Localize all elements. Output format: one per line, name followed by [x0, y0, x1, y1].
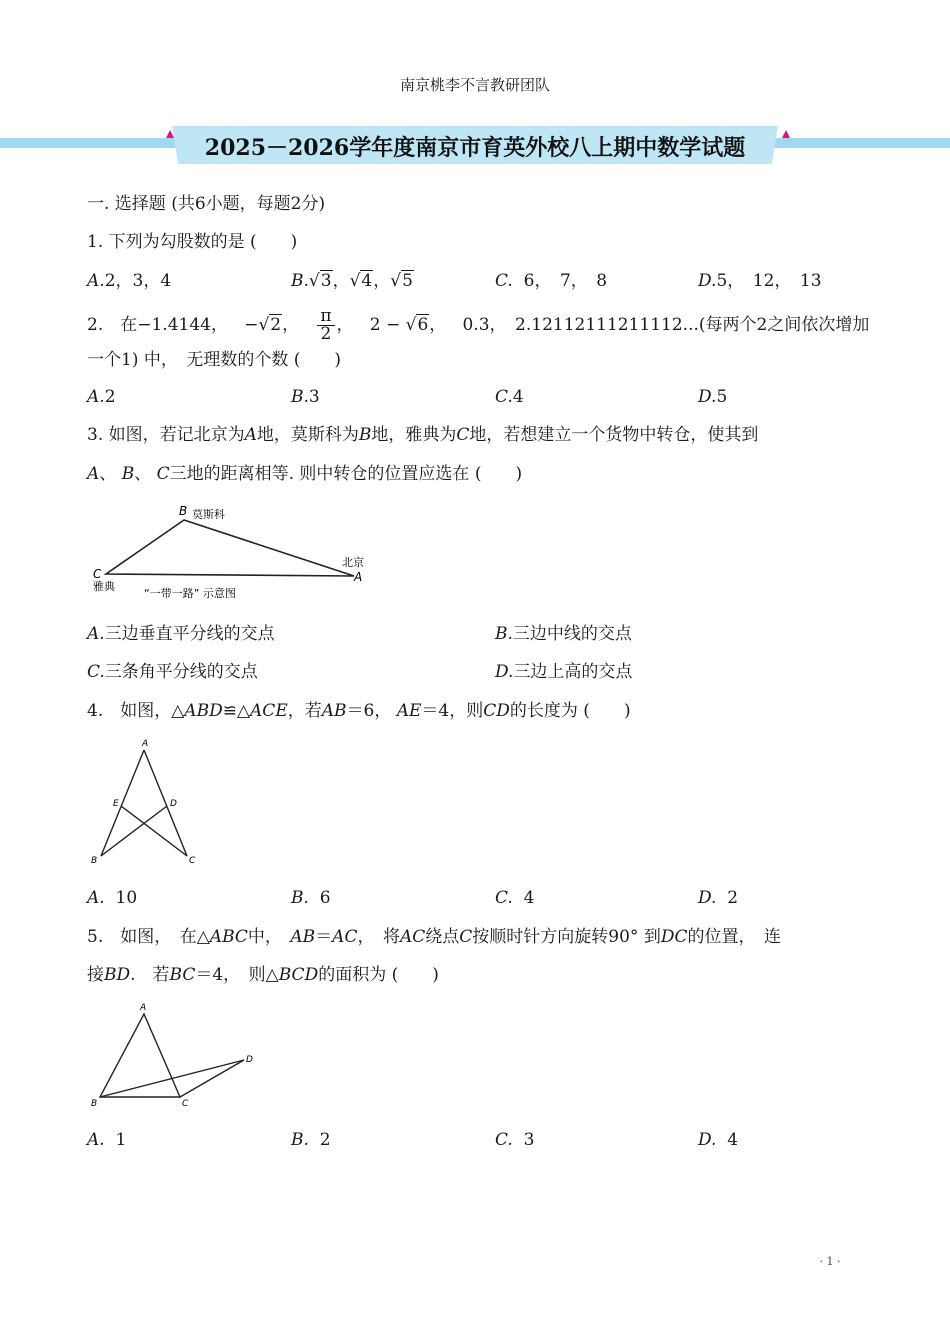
q4-fig-label-c: C — [189, 856, 196, 866]
q2-option-b: B.3 — [291, 387, 320, 407]
title-right-marker — [782, 130, 790, 138]
q5-option-d: D. 4 — [698, 1130, 739, 1150]
q3-triangle — [106, 520, 354, 576]
q4-figure — [86, 734, 206, 870]
q4-option-b: B. 6 — [291, 888, 331, 908]
q3-fig-label-b: B — [179, 504, 188, 518]
q5-fig-label-c: C — [182, 1099, 189, 1109]
q4-stem: 4. 如图，△ABD≌△ACE，若AB＝6， AE＝4，则CD的长度为 ( ) — [87, 701, 631, 721]
q1-option-b: B.√3，√4，√5 — [291, 271, 413, 291]
q4-fig-label-a: A — [142, 739, 149, 749]
q4-option-a: A. 10 — [87, 888, 138, 908]
q5-fig-label-d: D — [246, 1055, 253, 1065]
q3-option-b: B.三边中线的交点 — [495, 624, 632, 644]
q5-fig-label-b: B — [91, 1099, 98, 1109]
q3-option-c: C.三条角平分线的交点 — [87, 662, 258, 682]
q1-option-c: C. 6， 7， 8 — [495, 271, 608, 291]
header-team-name: 南京桃李不言教研团队 — [399, 76, 550, 94]
q5-triangle-abc — [100, 1014, 180, 1097]
q3-stem-line2: A、 B、 C三地的距离相等. 则中转仓的位置应选在 ( ) — [87, 464, 523, 484]
q2-option-d: D.5 — [698, 387, 728, 407]
q1-stem: 1. 下列为勾股数的是 ( ) — [87, 232, 298, 252]
q4-option-d: D. 2 — [698, 888, 739, 908]
q3-figure — [86, 498, 376, 608]
q3-fig-label-c: C — [93, 567, 102, 581]
q3-fig-caption: “一带一路” 示意图 — [144, 587, 236, 600]
q4-fig-label-e: E — [113, 799, 119, 809]
q5-stem-line1: 5. 如图， 在△ABC中， AB＝AC， 将AC绕点C按顺时针方向旋转90° 到DC的位置， 连 — [87, 927, 781, 947]
page-title: 2025－2026学年度南京市育英外校八上期中数学试题 — [204, 135, 746, 161]
q1-option-d: D.5， 12， 13 — [698, 271, 822, 291]
q4-fig-label-b: B — [91, 856, 98, 866]
q2-option-c: C.4 — [495, 387, 524, 407]
q3-option-d: D.三边上高的交点 — [495, 662, 633, 682]
q2-option-a: A.2 — [87, 387, 116, 407]
q3-fig-city-athens: 雅典 — [93, 580, 115, 593]
q3-fig-label-a: A — [354, 570, 363, 584]
q5-option-c: C. 3 — [495, 1130, 535, 1150]
q3-fig-city-beijing: 北京 — [342, 556, 364, 569]
q3-stem-line1: 3. 如图，若记北京为A地，莫斯科为B地，雅典为C地，若想建立一个货物中转仓，使其到 — [87, 425, 759, 445]
q3-option-a: A.三边垂直平分线的交点 — [87, 624, 275, 644]
q5-segment-cd — [180, 1060, 244, 1097]
q5-segment-bd — [100, 1060, 244, 1097]
q5-figure — [86, 998, 266, 1114]
section-heading: 一. 选择题 (共6小题，每题2分) — [87, 194, 326, 214]
q5-stem-line2: 接BD. 若BC＝4， 则△BCD的面积为 ( ) — [87, 965, 439, 985]
pi-over-2-fraction: $\frac{\pi}{2}$ — [317, 308, 334, 343]
q1-option-a: A.2，3，4 — [87, 271, 172, 291]
q5-option-a: A. 1 — [87, 1130, 127, 1150]
q5-fig-label-a: A — [140, 1003, 147, 1013]
q5-option-b: B. 2 — [291, 1130, 331, 1150]
page-number: · 1 · — [819, 1255, 841, 1268]
q4-option-c: C. 4 — [495, 888, 535, 908]
q4-fig-label-d: D — [170, 799, 177, 809]
q2-stem-line1: 2. 在−1.4144， −√2， $\frac{\pi}{2}$ ， 2 − √6， 0.3， 2.12112111211112...(每两个2之间依次增加 — [87, 306, 870, 344]
q2-stem-line2: 一个1) 中， 无理数的个数 ( ) — [87, 350, 342, 370]
q3-fig-city-moscow: 莫斯科 — [192, 508, 225, 521]
